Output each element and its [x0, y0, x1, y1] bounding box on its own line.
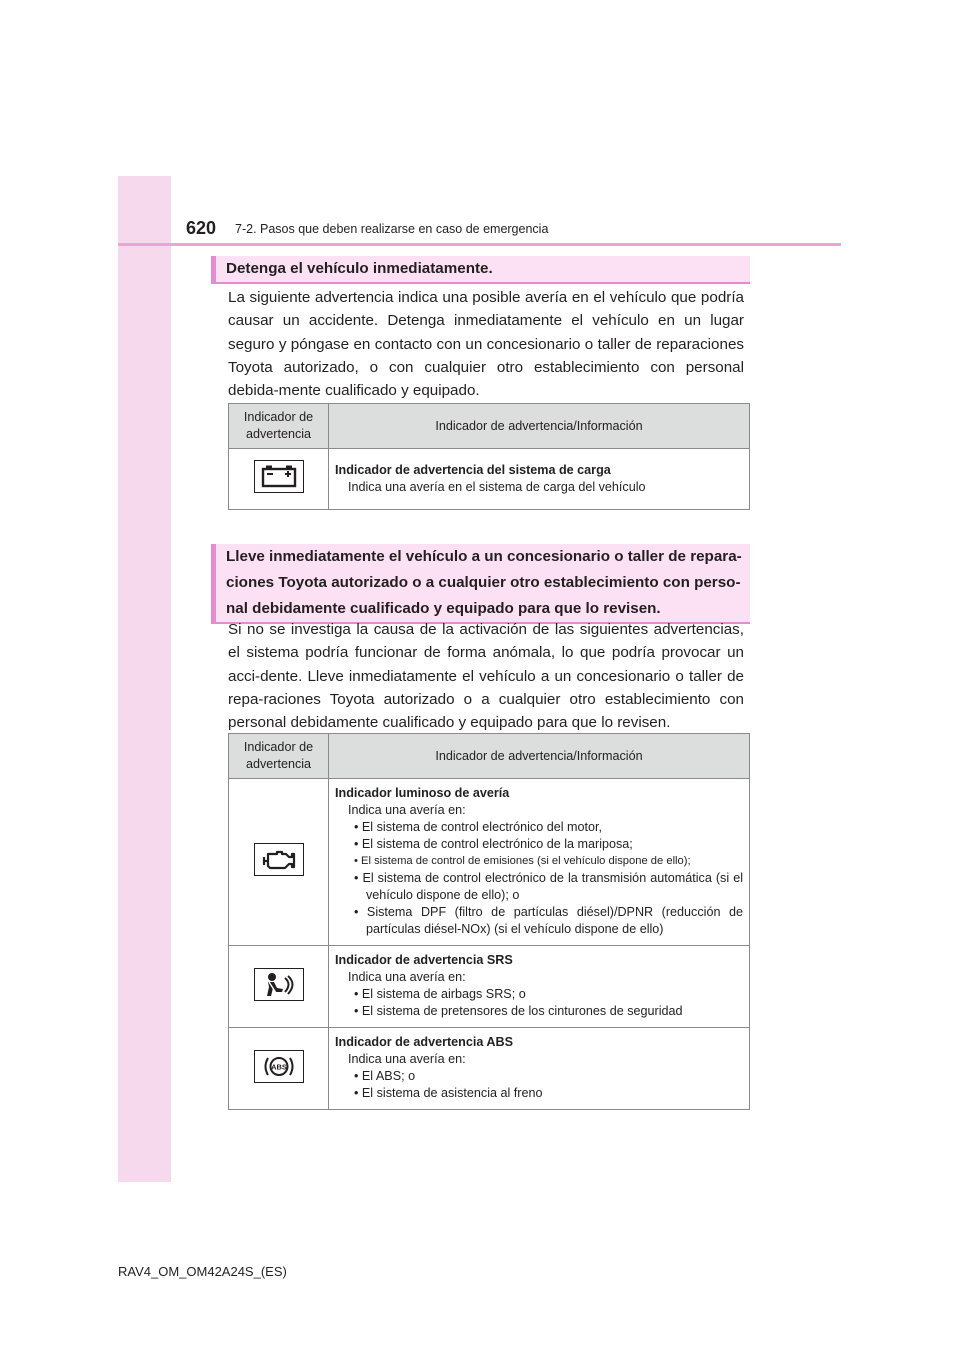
table-row: [229, 1028, 750, 1110]
list-item: • El sistema de pretensores de los cinturones de seguridad: [354, 1004, 683, 1018]
list-item: • El sistema de control electrónico del motor,: [354, 820, 603, 834]
section-heading-service: Lleve inmediatamente el vehículo a un concesionario o taller de repara-ciones Toyota autorizado o a cualquier otro establecimiento con perso-nal debidamente cualificado y equipado para que lo revisen.: [211, 544, 750, 624]
table-header-row: [229, 404, 750, 449]
info-cell: [329, 449, 750, 510]
list-item: • El ABS; o: [354, 1069, 416, 1083]
srs-airbag-icon: [254, 968, 304, 1001]
battery-icon: [254, 460, 304, 493]
table-row: [229, 946, 750, 1028]
indicator-cell: [229, 449, 329, 510]
column-header-indicator: Indicador de advertencia: [229, 734, 329, 779]
column-header-info: Indicador de advertencia/Información: [329, 404, 750, 449]
info-cell: [329, 1028, 750, 1110]
bullet-list: [335, 1068, 743, 1102]
abs-icon-label: ABS: [270, 1062, 287, 1071]
section-paragraph-service: Si no se investiga la causa de la activación de las siguientes advertencias, el sistema podría funcionar de forma anómala, lo que podría provocar un acci-dente. Lleve inmediatamente el vehículo a un concesionario o taller de repa-raciones Toyota autorizado o a cualquier otro establecimiento con personal debidamente cualificado y equipado para que lo revisen.: [228, 621, 744, 732]
indicator-cell: [229, 1028, 329, 1110]
indicator-cell: [229, 946, 329, 1028]
list-item: • Sistema DPF (filtro de partículas diésel)/DPNR (reducción de partículas diésel-NOx) (si el vehículo dispone de ello): [354, 905, 743, 936]
bullet-list: [335, 819, 743, 938]
section-paragraph-stop: La siguiente advertencia indica una posible avería en el vehículo que podría causar un accidente. Detenga inmediatamente el vehículo en un lugar seguro y póngase en contacto con un concesionario o taller de reparaciones Toyota autorizado, o con cualquier otro establecimiento con personal debida-mente cualificado y equipado.: [228, 289, 744, 400]
abs-icon: [254, 1050, 304, 1083]
chapter-title: 7-2. Pasos que deben realizarse en caso de emergencia: [235, 222, 549, 236]
list-item: • El sistema de control electrónico de la mariposa;: [354, 837, 633, 851]
page-number: 620: [186, 218, 217, 238]
side-tab-band: [118, 176, 171, 1182]
column-header-indicator: Indicador de advertencia: [229, 404, 329, 449]
warning-table-service: [228, 733, 750, 1110]
column-header-info: Indicador de advertencia/Información: [329, 734, 750, 779]
row-title: Indicador de advertencia del sistema de carga: [335, 462, 611, 477]
row-title: Indicador de advertencia ABS: [335, 1035, 513, 1049]
table-row: [229, 449, 750, 510]
engine-check-icon: [254, 843, 304, 876]
list-item: • El sistema de control de emisiones (si el vehículo dispone de ello);: [354, 855, 691, 867]
section-heading-stop: Detenga el vehículo inmediatamente.: [211, 256, 750, 284]
table-row: [229, 779, 750, 946]
document-code: RAV4_OM_OM42A24S_(ES): [118, 1264, 287, 1279]
list-item: • El sistema de asistencia al freno: [354, 1086, 543, 1100]
row-text: Indica una avería en:: [348, 803, 466, 817]
bullet-list: [335, 986, 743, 1020]
info-cell: [329, 779, 750, 946]
indicator-cell: [229, 779, 329, 946]
warning-table-stop: [228, 403, 750, 510]
table-header-row: [229, 734, 750, 779]
row-text: Indica una avería en:: [348, 1052, 466, 1066]
header-rule: [118, 243, 841, 246]
row-title: Indicador de advertencia SRS: [335, 953, 513, 967]
list-item: • El sistema de control electrónico de la transmisión automática (si el vehículo dispone de ello); o: [354, 871, 743, 902]
row-text: Indica una avería en:: [348, 970, 466, 984]
row-title: Indicador luminoso de avería: [335, 786, 510, 800]
list-item: • El sistema de airbags SRS; o: [354, 987, 526, 1001]
row-text: Indica una avería en el sistema de carga del vehículo: [348, 479, 646, 494]
info-cell: [329, 946, 750, 1028]
